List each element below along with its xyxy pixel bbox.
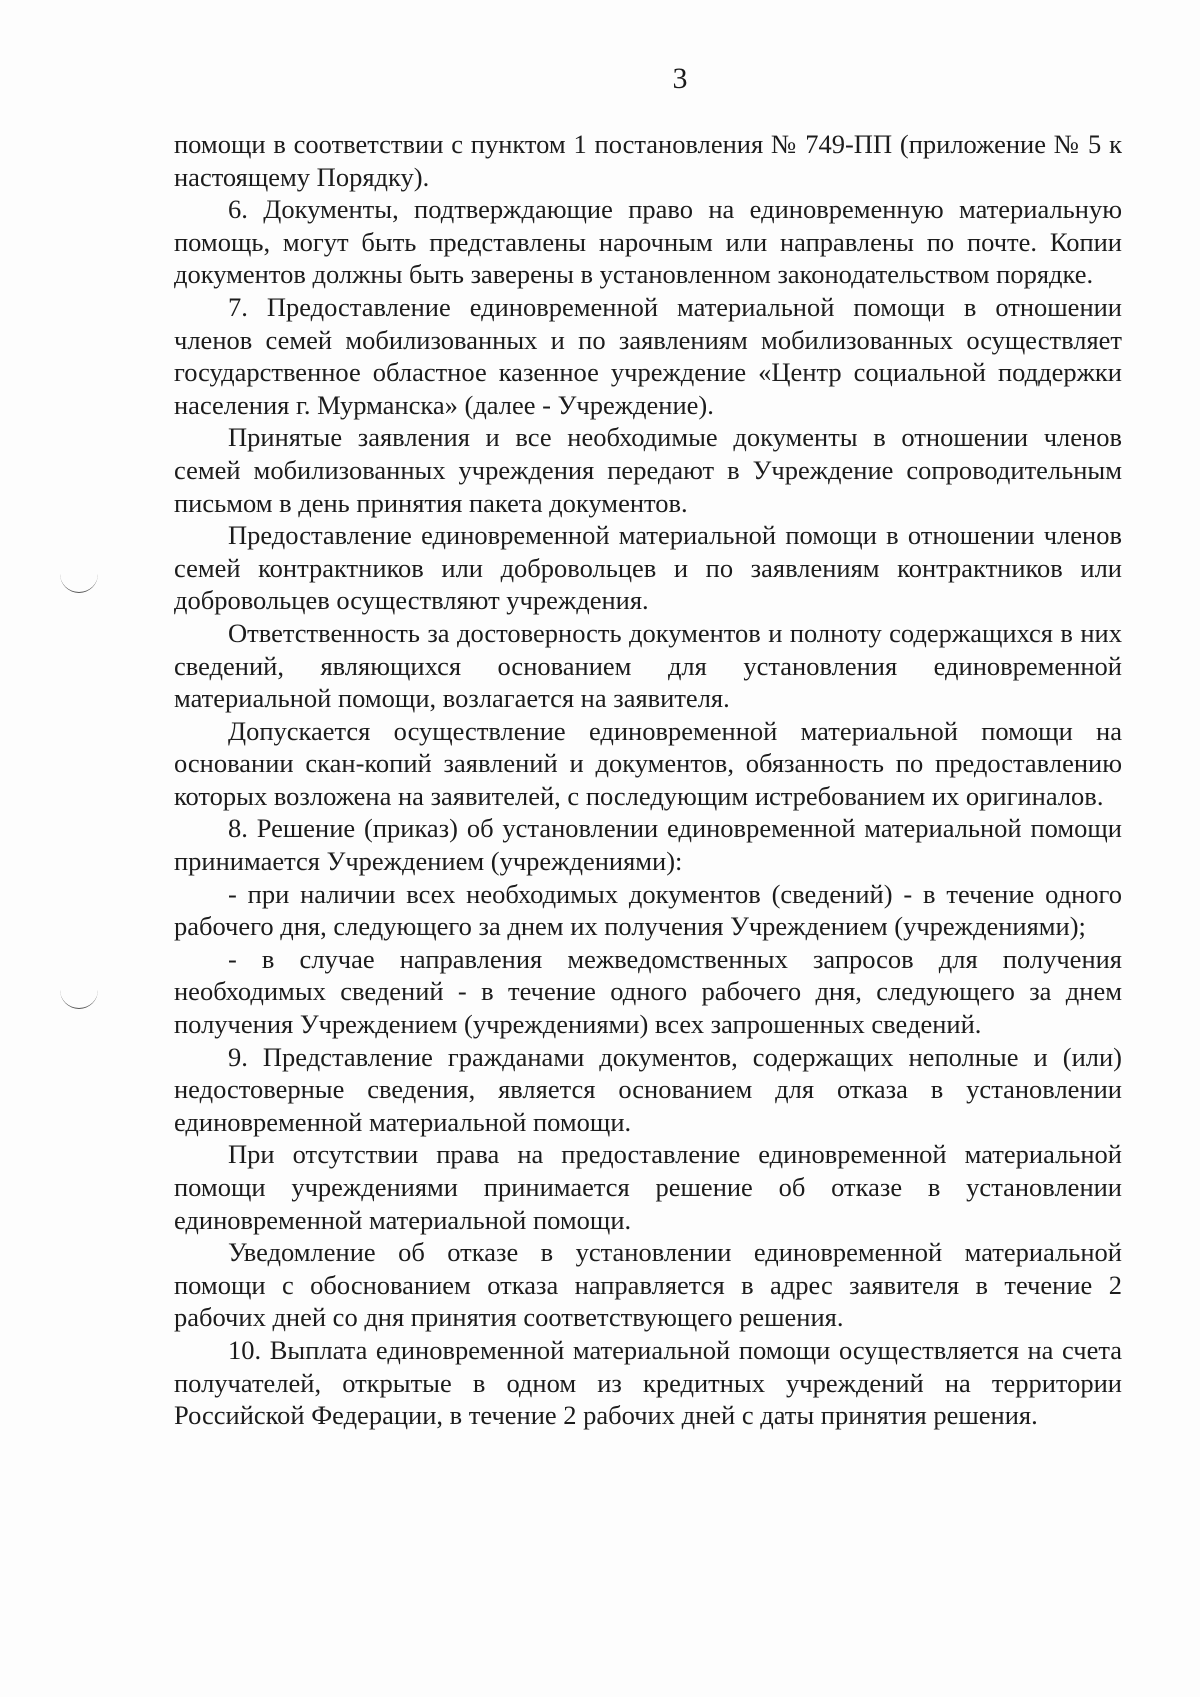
paragraph: Предоставление единовременной материальной помощи в отношении членов семей контрактников или добровольцев и по заявлениям контрактников или добровольцев осуществляют учреждения. bbox=[174, 520, 1122, 616]
binder-hole-mark bbox=[60, 988, 98, 1009]
document-body bbox=[174, 128, 1122, 1432]
paragraph: Принятые заявления и все необходимые документы в отношении членов семей мобилизованных учреждения передают в Учреждение сопроводительным письмом в день принятия пакета документов. bbox=[174, 422, 1122, 518]
paragraph: Уведомление об отказе в установлении единовременной материальной помощи с обоснованием отказа направляется в адрес заявителя в течение 2 рабочих дней со дня принятия соответствующего решения. bbox=[174, 1237, 1122, 1333]
paragraph: При отсутствии права на предоставление единовременной материальной помощи учреждениями принимается решение об отказе в установлении единовременной материальной помощи. bbox=[174, 1139, 1122, 1235]
list-item: - при наличии всех необходимых документов (сведений) - в течение одного рабочего дня, следующего за днем их получения Учреждением (учреждениями); bbox=[174, 878, 1122, 942]
paragraph-item-7: 7. Предоставление единовременной материальной помощи в отношении членов семей мобилизованных и по заявлениям мобилизованных осуществляет государственное областное казенное учреждение «Центр социальной поддержки населения г. Мурманска» (далее - Учреждение). bbox=[174, 291, 1122, 420]
paragraph-item-9: 9. Представление гражданами документов, содержащих неполные и (или) недостоверные сведения, является основанием для отказа в установлении единовременной материальной помощи. bbox=[174, 1041, 1122, 1137]
paragraph-item-10: 10. Выплата единовременной материальной помощи осуществляется на счета получателей, открытые в одном из кредитных учреждений на территории Российской Федерации, в течение 2 рабочих дней с даты принятия решения. bbox=[174, 1334, 1122, 1431]
binder-hole-mark bbox=[60, 572, 98, 593]
list-item: - в случае направления межведомственных запросов для получения необходимых сведений - в течение одного рабочего дня, следующего за днем получения Учреждением (учреждениями) всех запрошенных сведений. bbox=[174, 943, 1122, 1040]
paragraph-item-6: 6. Документы, подтверждающие право на единовременную материальную помощь, могут быть представлены нарочным или направлены по почте. Копии документов должны быть заверены в установленном законодательством порядке. bbox=[174, 194, 1122, 290]
paragraph: Допускается осуществление единовременной материальной помощи на основании скан-копий заявлений и документов, обязанность по предоставлению которых возложена на заявителей, с последующим истребованием их оригиналов. bbox=[174, 715, 1122, 811]
paragraph-item-8: 8. Решение (приказ) об установлении единовременной материальной помощи принимается Учреждением (учреждениями): bbox=[174, 813, 1122, 877]
page-number: 3 bbox=[672, 62, 688, 95]
paragraph-continuation: помощи в соответствии с пунктом 1 постановления № 749-ПП (приложение № 5 к настоящему Порядку). bbox=[174, 129, 1122, 192]
paragraph: Ответственность за достоверность документов и полноту содержащихся в них сведений, являющихся основанием для установления единовременной материальной помощи, возлагается на заявителя. bbox=[174, 617, 1122, 714]
